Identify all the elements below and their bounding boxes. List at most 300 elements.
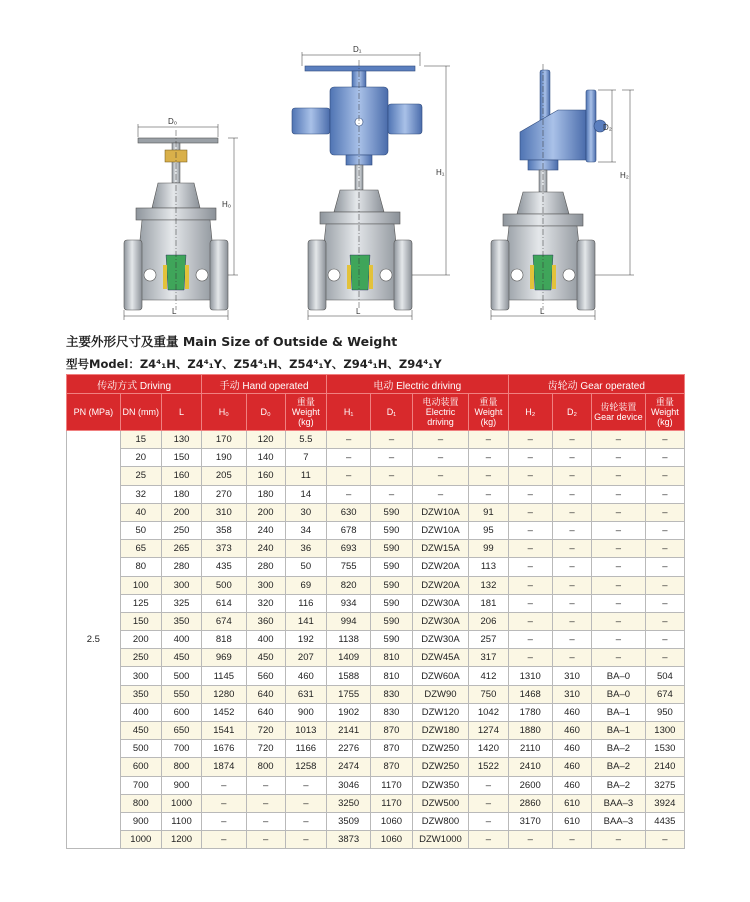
table-cell: –: [508, 431, 552, 449]
table-cell: –: [645, 612, 684, 630]
table-cell: 674: [645, 685, 684, 703]
table-cell: 412: [469, 667, 508, 685]
table-cell: –: [508, 649, 552, 667]
table-cell: 900: [285, 703, 326, 721]
table-cell: –: [592, 594, 646, 612]
table-cell: –: [469, 794, 508, 812]
table-cell: 25: [120, 467, 161, 485]
table-cell: 32: [120, 485, 161, 503]
table-cell: –: [371, 449, 412, 467]
table-cell: DZW20A: [412, 576, 469, 594]
table-cell: 450: [120, 722, 161, 740]
table-cell: 310: [552, 667, 591, 685]
table-cell: 280: [161, 558, 201, 576]
label-l3: L: [540, 307, 545, 316]
table-cell: –: [552, 503, 591, 521]
table-cell: 180: [246, 485, 285, 503]
table-cell: 205: [202, 467, 246, 485]
table-cell: 590: [371, 594, 412, 612]
model-line: 型号Model：Z4⁴₁H、Z4⁴₁Y、Z54⁴₁H、Z54⁴₁Y、Z94⁴₁H、Z94⁴₁Y: [66, 357, 442, 371]
table-cell: 460: [552, 703, 591, 721]
table-cell: –: [508, 485, 552, 503]
table-cell: 720: [246, 722, 285, 740]
label-l2: L: [356, 307, 361, 316]
table-row: [67, 740, 685, 758]
table-cell: 550: [161, 685, 201, 703]
spec-table: [66, 374, 685, 849]
table-cell: –: [508, 503, 552, 521]
table-cell: 1280: [202, 685, 246, 703]
table-cell: 91: [469, 503, 508, 521]
table-cell: 3250: [326, 794, 370, 812]
table-cell: 150: [120, 612, 161, 630]
table-cell: 1420: [469, 740, 508, 758]
table-cell: –: [469, 485, 508, 503]
table-cell: 2860: [508, 794, 552, 812]
table-cell: 610: [552, 794, 591, 812]
col-weight-electric: 重量 Weight (kg): [469, 394, 508, 431]
table-cell: –: [645, 540, 684, 558]
table-cell: –: [592, 612, 646, 630]
table-cell: –: [412, 449, 469, 467]
table-cell: 1409: [326, 649, 370, 667]
table-cell: 500: [161, 667, 201, 685]
table-cell: 755: [326, 558, 370, 576]
table-cell: 830: [371, 703, 412, 721]
table-cell: 317: [469, 649, 508, 667]
table-cell: –: [645, 521, 684, 539]
table-cell: –: [202, 831, 246, 849]
table-cell: 240: [246, 521, 285, 539]
table-cell: 500: [202, 576, 246, 594]
table-cell: 358: [202, 521, 246, 539]
table-cell: 640: [246, 703, 285, 721]
table-cell: 1060: [371, 812, 412, 830]
table-cell: 160: [161, 467, 201, 485]
table-row: [67, 485, 685, 503]
table-cell: 3046: [326, 776, 370, 794]
table-row: [67, 431, 685, 449]
table-cell: 206: [469, 612, 508, 630]
table-cell: 2410: [508, 758, 552, 776]
table-cell: 800: [120, 794, 161, 812]
table-cell: BA–2: [592, 740, 646, 758]
table-cell: –: [645, 449, 684, 467]
table-cell: 435: [202, 558, 246, 576]
table-row: [67, 467, 685, 485]
table-cell: 934: [326, 594, 370, 612]
manual-valve-drawing: [124, 117, 238, 320]
table-cell: –: [371, 485, 412, 503]
table-cell: 150: [161, 449, 201, 467]
table-cell: –: [202, 776, 246, 794]
table-cell: DZW10A: [412, 503, 469, 521]
label-d0: D₀: [168, 117, 178, 126]
table-cell: 140: [246, 449, 285, 467]
table-cell: 3509: [326, 812, 370, 830]
table-cell: 610: [552, 812, 591, 830]
col-h1: H₁: [326, 394, 370, 431]
table-cell: –: [552, 631, 591, 649]
table-cell: –: [552, 558, 591, 576]
table-cell: 50: [120, 521, 161, 539]
table-cell: 460: [552, 740, 591, 758]
table-row: [67, 758, 685, 776]
table-cell: 969: [202, 649, 246, 667]
table-cell: 1300: [645, 722, 684, 740]
table-cell: –: [508, 467, 552, 485]
table-cell: 810: [371, 667, 412, 685]
table-cell: 400: [120, 703, 161, 721]
table-cell: 2474: [326, 758, 370, 776]
table-cell: –: [645, 576, 684, 594]
table-cell: –: [645, 631, 684, 649]
table-cell: –: [592, 485, 646, 503]
table-cell: 1874: [202, 758, 246, 776]
table-cell: 1200: [161, 831, 201, 849]
table-cell: BAA–3: [592, 812, 646, 830]
table-cell: DZW1000: [412, 831, 469, 849]
table-cell: 590: [371, 521, 412, 539]
table-cell: DZW10A: [412, 521, 469, 539]
table-cell: 80: [120, 558, 161, 576]
table-cell: 830: [371, 685, 412, 703]
table-cell: 678: [326, 521, 370, 539]
table-cell: –: [508, 558, 552, 576]
table-cell: –: [285, 812, 326, 830]
table-cell: 994: [326, 612, 370, 630]
label-h2: H₂: [620, 171, 629, 180]
table-cell: 630: [326, 503, 370, 521]
table-row: [67, 449, 685, 467]
table-cell: 280: [246, 558, 285, 576]
table-cell: 300: [161, 576, 201, 594]
table-cell: –: [469, 812, 508, 830]
table-cell: 113: [469, 558, 508, 576]
table-cell: DZW90: [412, 685, 469, 703]
table-cell: –: [285, 776, 326, 794]
table-cell: –: [469, 831, 508, 849]
table-cell: 1530: [645, 740, 684, 758]
group-manual: 手动 Hand operated: [202, 375, 327, 394]
col-electric-device: 电动装置 Electric driving: [412, 394, 469, 431]
table-cell: –: [552, 540, 591, 558]
table-cell: 15: [120, 431, 161, 449]
table-cell: BA–2: [592, 776, 646, 794]
table-cell: –: [326, 467, 370, 485]
table-cell: 590: [371, 612, 412, 630]
table-cell: DZW250: [412, 740, 469, 758]
table-cell: 600: [161, 703, 201, 721]
table-cell: –: [508, 631, 552, 649]
table-cell: –: [412, 431, 469, 449]
table-cell: 14: [285, 485, 326, 503]
table-cell: 3873: [326, 831, 370, 849]
table-cell: 700: [161, 740, 201, 758]
table-cell: –: [326, 449, 370, 467]
table-cell: 180: [161, 485, 201, 503]
table-cell: DZW30A: [412, 631, 469, 649]
table-cell: 1000: [120, 831, 161, 849]
table-cell: –: [326, 485, 370, 503]
col-dn: DN (mm): [120, 394, 161, 431]
table-cell: BA–0: [592, 685, 646, 703]
table-cell: 460: [285, 667, 326, 685]
table-cell: 65: [120, 540, 161, 558]
table-cell: –: [552, 485, 591, 503]
table-cell: 1902: [326, 703, 370, 721]
table-cell: 950: [645, 703, 684, 721]
table-cell: –: [645, 649, 684, 667]
table-cell: –: [469, 776, 508, 794]
table-cell: 400: [246, 631, 285, 649]
spec-table-body: [67, 431, 685, 849]
table-cell: 250: [120, 649, 161, 667]
table-cell: 450: [246, 649, 285, 667]
table-cell: 325: [161, 594, 201, 612]
table-cell: 450: [161, 649, 201, 667]
table-cell: 3275: [645, 776, 684, 794]
valve-drawings: [0, 0, 750, 330]
table-cell: –: [592, 831, 646, 849]
table-cell: 600: [120, 758, 161, 776]
table-cell: 160: [246, 467, 285, 485]
table-row: [67, 722, 685, 740]
table-cell: –: [552, 831, 591, 849]
table-cell: 870: [371, 722, 412, 740]
label-h1: H₁: [436, 168, 445, 177]
table-cell: –: [645, 467, 684, 485]
table-cell: 200: [120, 631, 161, 649]
table-cell: –: [246, 831, 285, 849]
table-cell: 36: [285, 540, 326, 558]
table-row: [67, 649, 685, 667]
table-cell: 7: [285, 449, 326, 467]
table-cell: DZW30A: [412, 612, 469, 630]
table-cell: 1541: [202, 722, 246, 740]
table-cell: 818: [202, 631, 246, 649]
table-row: [67, 667, 685, 685]
table-cell: 200: [161, 503, 201, 521]
table-cell: 650: [161, 722, 201, 740]
table-cell: 310: [552, 685, 591, 703]
table-cell: 265: [161, 540, 201, 558]
table-cell: 2141: [326, 722, 370, 740]
table-cell: 1060: [371, 831, 412, 849]
table-cell: –: [592, 431, 646, 449]
table-cell: 1880: [508, 722, 552, 740]
table-cell: 614: [202, 594, 246, 612]
table-cell: –: [412, 467, 469, 485]
table-cell: 350: [120, 685, 161, 703]
table-cell: DZW350: [412, 776, 469, 794]
table-cell: 250: [161, 521, 201, 539]
table-cell: 1588: [326, 667, 370, 685]
table-cell: –: [552, 576, 591, 594]
table-cell: –: [202, 794, 246, 812]
page-title: 主要外形尺寸及重量 Main Size of Outside & Weight: [66, 334, 398, 349]
table-cell: 460: [552, 722, 591, 740]
table-cell: 1780: [508, 703, 552, 721]
table-cell: –: [326, 431, 370, 449]
table-cell: 1145: [202, 667, 246, 685]
label-h0: H₀: [222, 200, 232, 209]
table-cell: 720: [246, 740, 285, 758]
table-cell: 320: [246, 594, 285, 612]
table-cell: 100: [120, 576, 161, 594]
table-cell: –: [285, 794, 326, 812]
table-cell: 750: [469, 685, 508, 703]
table-cell: –: [592, 540, 646, 558]
table-cell: 132: [469, 576, 508, 594]
table-cell: 99: [469, 540, 508, 558]
table-cell: DZW120: [412, 703, 469, 721]
col-d0: D₀: [246, 394, 285, 431]
table-cell: 300: [246, 576, 285, 594]
table-cell: 141: [285, 612, 326, 630]
table-cell: BA–0: [592, 667, 646, 685]
col-weight-gear: 重量 Weight (kg): [645, 394, 684, 431]
table-cell: 560: [246, 667, 285, 685]
table-cell: 820: [326, 576, 370, 594]
label-d1: D₁: [353, 45, 362, 54]
table-cell: –: [645, 503, 684, 521]
table-cell: 11: [285, 467, 326, 485]
table-cell: 800: [246, 758, 285, 776]
table-cell: 1042: [469, 703, 508, 721]
table-cell: BA–2: [592, 758, 646, 776]
table-cell: 460: [552, 776, 591, 794]
table-cell: 130: [161, 431, 201, 449]
table-cell: 1676: [202, 740, 246, 758]
table-cell: 590: [371, 558, 412, 576]
table-cell: –: [246, 776, 285, 794]
table-cell: –: [469, 467, 508, 485]
table-cell: –: [592, 449, 646, 467]
table-row: [67, 558, 685, 576]
col-gear-device: 齿轮装置 Gear device: [592, 394, 646, 431]
table-cell: –: [645, 485, 684, 503]
electric-valve-drawing: [292, 45, 450, 320]
table-cell: 192: [285, 631, 326, 649]
table-cell: 69: [285, 576, 326, 594]
table-cell: DZW500: [412, 794, 469, 812]
table-cell: –: [412, 485, 469, 503]
table-cell: 4435: [645, 812, 684, 830]
table-cell: –: [508, 612, 552, 630]
table-row: [67, 631, 685, 649]
table-cell: BA–1: [592, 722, 646, 740]
table-cell: 34: [285, 521, 326, 539]
table-cell: –: [552, 467, 591, 485]
label-l1: L: [172, 307, 177, 316]
table-row: [67, 794, 685, 812]
table-cell: 120: [246, 431, 285, 449]
table-cell: –: [645, 558, 684, 576]
table-cell: 870: [371, 758, 412, 776]
table-cell: 270: [202, 485, 246, 503]
table-row: [67, 812, 685, 830]
pn-cell: 2.5: [67, 431, 121, 849]
table-cell: 1013: [285, 722, 326, 740]
table-cell: 300: [120, 667, 161, 685]
table-cell: 1452: [202, 703, 246, 721]
table-cell: 5.5: [285, 431, 326, 449]
table-row: [67, 703, 685, 721]
table-cell: –: [202, 812, 246, 830]
table-row: [67, 685, 685, 703]
table-row: [67, 503, 685, 521]
table-cell: –: [469, 449, 508, 467]
table-cell: BAA–3: [592, 794, 646, 812]
table-cell: 810: [371, 649, 412, 667]
table-cell: 640: [246, 685, 285, 703]
table-cell: –: [552, 649, 591, 667]
table-cell: –: [508, 576, 552, 594]
table-cell: 95: [469, 521, 508, 539]
table-cell: 50: [285, 558, 326, 576]
table-cell: 900: [161, 776, 201, 794]
table-cell: 360: [246, 612, 285, 630]
table-cell: –: [592, 467, 646, 485]
table-cell: –: [508, 540, 552, 558]
table-row: [67, 776, 685, 794]
table-cell: –: [246, 794, 285, 812]
table-row: [67, 831, 685, 849]
table-cell: 190: [202, 449, 246, 467]
table-cell: 800: [161, 758, 201, 776]
table-cell: 504: [645, 667, 684, 685]
table-cell: DZW30A: [412, 594, 469, 612]
table-cell: 590: [371, 631, 412, 649]
table-cell: –: [592, 521, 646, 539]
table-cell: –: [469, 431, 508, 449]
table-cell: 1100: [161, 812, 201, 830]
table-cell: 116: [285, 594, 326, 612]
table-row: [67, 594, 685, 612]
table-cell: 1000: [161, 794, 201, 812]
table-cell: 125: [120, 594, 161, 612]
label-d2: D₂: [603, 123, 612, 132]
table-cell: DZW45A: [412, 649, 469, 667]
table-cell: 2140: [645, 758, 684, 776]
table-cell: BA–1: [592, 703, 646, 721]
table-row: [67, 540, 685, 558]
table-cell: –: [552, 521, 591, 539]
table-cell: DZW20A: [412, 558, 469, 576]
table-cell: 2276: [326, 740, 370, 758]
table-cell: 674: [202, 612, 246, 630]
table-cell: 900: [120, 812, 161, 830]
table-cell: 700: [120, 776, 161, 794]
table-cell: 500: [120, 740, 161, 758]
table-cell: 170: [202, 431, 246, 449]
table-cell: 460: [552, 758, 591, 776]
table-cell: 257: [469, 631, 508, 649]
table-cell: 870: [371, 740, 412, 758]
col-d1: D₁: [371, 394, 412, 431]
gear-valve-drawing: [491, 64, 634, 320]
table-cell: 1755: [326, 685, 370, 703]
table-cell: 590: [371, 503, 412, 521]
table-cell: DZW15A: [412, 540, 469, 558]
table-cell: –: [508, 449, 552, 467]
col-h0: H₀: [202, 394, 246, 431]
table-cell: 20: [120, 449, 161, 467]
table-cell: –: [552, 431, 591, 449]
table-cell: –: [592, 558, 646, 576]
table-cell: –: [371, 431, 412, 449]
